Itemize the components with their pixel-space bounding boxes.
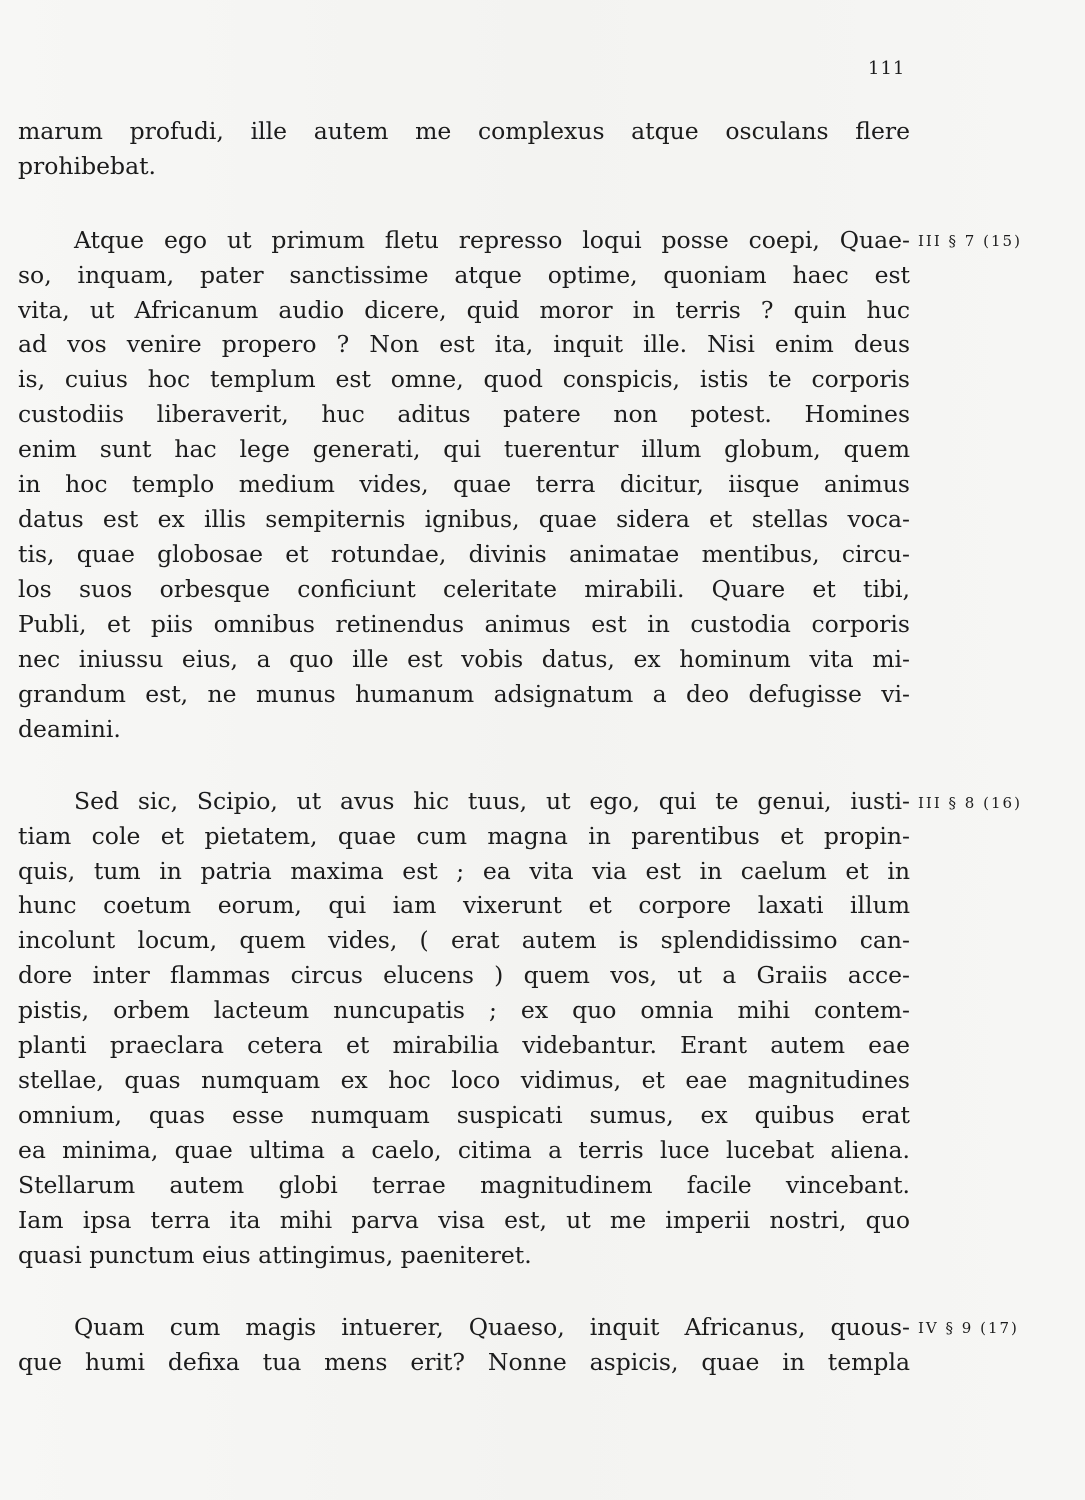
text-line: so, inquam, pater sanctissime atque optime, quoniam haec est	[18, 261, 910, 289]
text-line: los suos orbesque conficiunt celeritate mirabili. Quare et tibi,	[18, 575, 910, 603]
text-line: Quam cum magis intuerer, Quaeso, inquit Africanus, quous-	[74, 1313, 910, 1341]
text-line: pistis, orbem lacteum nuncupatis ; ex quo omnia mihi contem-	[18, 996, 910, 1024]
text-line: enim sunt hac lege generati, qui tuerentur illum globum, quem	[18, 435, 910, 463]
margin-reference: IV § 9 (17)	[918, 1319, 1019, 1337]
text-line: hunc coetum eorum, qui iam vixerunt et corpore laxati illum	[18, 891, 910, 919]
text-line: quasi punctum eius attingimus, paeniteret.	[18, 1241, 532, 1269]
text-line: stellae, quas numquam ex hoc loco vidimus, et eae magnitudines	[18, 1066, 910, 1094]
text-line: prohibebat.	[18, 152, 156, 180]
text-line: ad vos venire propero ? Non est ita, inquit ille. Nisi enim deus	[18, 330, 910, 358]
text-line: Sed sic, Scipio, ut avus hic tuus, ut ego, qui te genui, iusti-	[74, 787, 910, 815]
text-line: grandum est, ne munus humanum adsignatum a deo defugisse vi-	[18, 680, 910, 708]
text-line: Stellarum autem globi terrae magnitudinem facile vincebant.	[18, 1171, 910, 1199]
text-line: marum profudi, ille autem me complexus atque osculans flere	[18, 117, 910, 145]
text-line: Iam ipsa terra ita mihi parva visa est, ut me imperii nostri, quo	[18, 1206, 910, 1234]
text-line: tiam cole et pietatem, quae cum magna in parentibus et propin-	[18, 822, 910, 850]
text-line: omnium, quas esse numquam suspicati sumus, ex quibus erat	[18, 1101, 910, 1129]
text-line: nec iniussu eius, a quo ille est vobis datus, ex hominum vita mi-	[18, 645, 910, 673]
text-line: datus est ex illis sempiternis ignibus, quae sidera et stellas voca-	[18, 505, 910, 533]
text-line: deamini.	[18, 715, 121, 743]
text-line: Atque ego ut primum fletu represso loqui posse coepi, Quae-	[74, 226, 910, 254]
text-line: Publi, et piis omnibus retinendus animus est in custodia corporis	[18, 610, 910, 638]
text-line: vita, ut Africanum audio dicere, quid moror in terris ? quin huc	[18, 296, 910, 324]
margin-reference: III § 8 (16)	[918, 794, 1022, 812]
text-line: quis, tum in patria maxima est ; ea vita via est in caelum et in	[18, 857, 910, 885]
text-line: tis, quae globosae et rotundae, divinis animatae mentibus, circu-	[18, 540, 910, 568]
text-line: planti praeclara cetera et mirabilia videbantur. Erant autem eae	[18, 1031, 910, 1059]
margin-reference: III § 7 (15)	[918, 232, 1022, 250]
text-line: ea minima, quae ultima a caelo, citima a terris luce lucebat aliena.	[18, 1136, 910, 1164]
text-line: que humi defixa tua mens erit? Nonne aspicis, quae in templa	[18, 1348, 910, 1376]
text-line: custodiis liberaverit, huc aditus patere non potest. Homines	[18, 400, 910, 428]
page-number: 111	[868, 58, 906, 79]
text-line: incolunt locum, quem vides, ( erat autem is splendidissimo can-	[18, 926, 910, 954]
text-line: is, cuius hoc templum est omne, quod conspicis, istis te corporis	[18, 365, 910, 393]
text-line: dore inter flammas circus elucens ) quem vos, ut a Graiis acce-	[18, 961, 910, 989]
text-line: in hoc templo medium vides, quae terra dicitur, iisque animus	[18, 470, 910, 498]
